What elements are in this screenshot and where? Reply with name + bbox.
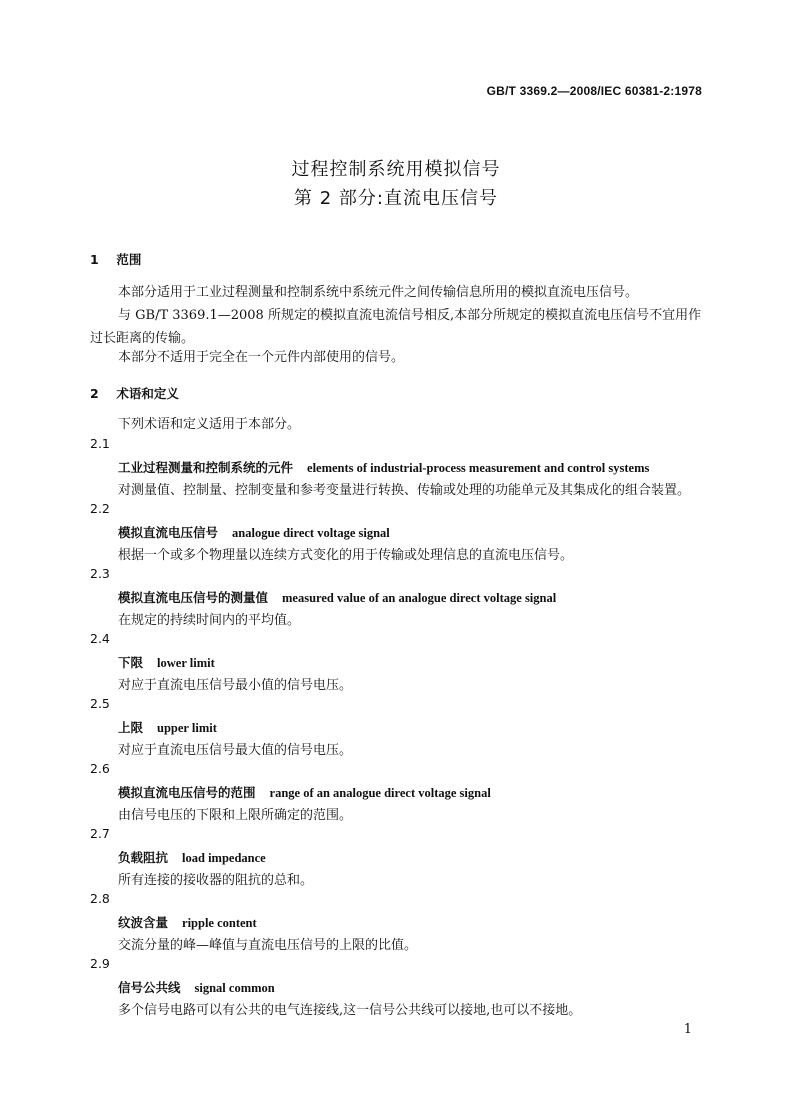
- term-chinese: 上限: [118, 720, 144, 735]
- term-chinese: 工业过程测量和控制系统的元件: [118, 460, 294, 475]
- section-title: 范围: [116, 252, 142, 267]
- section-number: 2: [90, 386, 99, 401]
- term-english: analogue direct voltage signal: [232, 526, 390, 540]
- term-english: elements of industrial-process measurement and control systems: [307, 461, 650, 475]
- term-chinese: 信号公共线: [118, 980, 181, 995]
- page-number: 1: [683, 1022, 692, 1037]
- term-chinese: 模拟直流电压信号的范围: [118, 785, 256, 800]
- clause-number: 2.5: [90, 696, 110, 711]
- terms-intro: 下列术语和定义适用于本部分。: [118, 417, 301, 432]
- clause-number: 2.4: [90, 631, 110, 646]
- clause-number: 2.7: [90, 826, 110, 841]
- term-english: lower limit: [157, 656, 215, 670]
- term-chinese: 模拟直流电压信号: [118, 525, 219, 540]
- term-entry: [118, 588, 556, 606]
- term-definition: 对测量值、控制量、控制变量和参考变量进行转换、传输或处理的功能单元及其集成化的组合装置。: [118, 483, 691, 498]
- term-entry: [118, 913, 257, 931]
- term-chinese: 下限: [118, 655, 144, 670]
- term-definition: 交流分量的峰—峰值与直流电压信号的上限的比值。: [118, 938, 418, 953]
- term-definition: 多个信号电路可以有公共的电气连接线,这一信号公共线可以接地,也可以不接地。: [118, 1003, 582, 1018]
- scope-paragraph-2: 与 GB/T 3369.1—2008 所规定的模拟直流电流信号相反,本部分所规定的模拟直流电压信号不宜用作过长距离的传输。: [90, 308, 702, 346]
- scope-paragraph-1: 本部分适用于工业过程测量和控制系统中系统元件之间传输信息所用的模拟直流电压信号。: [118, 285, 639, 300]
- clause-number: 2.3: [90, 566, 110, 581]
- term-definition: 由信号电压的下限和上限所确定的范围。: [118, 808, 353, 823]
- document-subtitle: 第 2 部分:直流电压信号: [294, 188, 498, 209]
- term-entry: [118, 653, 215, 671]
- term-definition: 所有连接的接收器的阻抗的总和。: [118, 873, 314, 888]
- term-english: range of an analogue direct voltage signal: [269, 786, 491, 800]
- term-english: load impedance: [182, 851, 266, 865]
- section-number: 1: [90, 252, 99, 267]
- term-entry: [118, 783, 491, 801]
- section-title: 术语和定义: [116, 386, 179, 401]
- document-title: 过程控制系统用模拟信号: [291, 159, 501, 180]
- term-chinese: 模拟直流电压信号的测量值: [118, 590, 269, 605]
- term-chinese: 负载阻抗: [118, 850, 169, 865]
- term-definition: 根据一个或多个物理量以连续方式变化的用于传输或处理信息的直流电压信号。: [118, 548, 574, 563]
- clause-number: 2.1: [90, 436, 110, 451]
- scope-paragraph-3: 本部分不适用于完全在一个元件内部使用的信号。: [118, 350, 405, 365]
- term-definition: 对应于直流电压信号最大值的信号电压。: [118, 743, 353, 758]
- clause-number: 2.8: [90, 891, 110, 906]
- clause-number: 2.9: [90, 956, 110, 971]
- term-definition: 在规定的持续时间内的平均值。: [118, 613, 301, 628]
- clause-number: 2.6: [90, 761, 110, 776]
- term-entry: [118, 718, 217, 736]
- term-entry: [118, 458, 649, 476]
- clause-number: 2.2: [90, 501, 110, 516]
- term-english: measured value of an analogue direct voltage signal: [282, 591, 557, 605]
- section-heading-terms: [90, 384, 179, 402]
- term-english: upper limit: [157, 721, 217, 735]
- term-english: signal common: [194, 981, 275, 995]
- term-entry: [118, 978, 275, 996]
- term-english: ripple content: [182, 916, 257, 930]
- term-definition: 对应于直流电压信号最小值的信号电压。: [118, 678, 353, 693]
- standard-number: GB/T 3369.2—2008/IEC 60381-2:1978: [486, 84, 702, 98]
- section-heading-scope: [90, 250, 141, 268]
- term-chinese: 纹波含量: [118, 915, 169, 930]
- term-entry: [118, 848, 266, 866]
- term-entry: [118, 523, 390, 541]
